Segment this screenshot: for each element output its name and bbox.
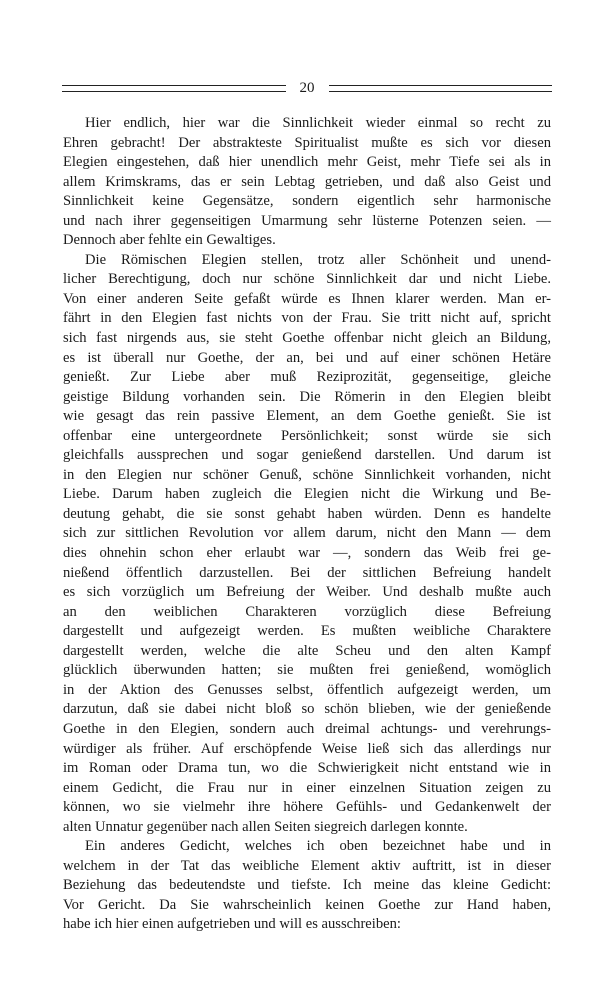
header-rule-right xyxy=(329,85,553,92)
text-line: Elegien eingestehen, daß hier unendlich mehr Geist, mehr Tiefe sei als in xyxy=(63,154,551,171)
text-line: im Roman oder Drama tun, wo die Schwierigkeit nicht entstand wie in xyxy=(63,760,551,777)
text-line: Goethe in den Elegien, sondern auch dreimal achtungs- und verehrungs- xyxy=(63,720,551,737)
text-line: in den Elegien nur schöner Genuß, schöne Sinnlichkeit vorhanden, nicht xyxy=(63,466,551,483)
text-line: alten Unnatur gegenüber nach allen Seiten siegreich darlegen konnte. xyxy=(63,818,468,835)
text-line: Dennoch aber fehlte ein Gewaltiges. xyxy=(63,232,276,249)
text-line: darzutun, daß sie dabei nicht bloß so schön blieben, wie der genießende xyxy=(63,701,551,718)
text-line: welchem in der Tat das weibliche Element aktiv auftritt, ist in dieser xyxy=(63,857,551,874)
page-number: 20 xyxy=(299,80,315,96)
text-line: deutung gehabt, die sie sonst gehabt haben würden. Denn es handelte xyxy=(63,505,551,522)
text-line: dies ohnehin schon eher erlaubt war —, sondern das Weib frei ge- xyxy=(63,545,551,562)
text-line: sich fast nirgends aus, sie steht Goethe offenbar nicht gleich an Bildung, xyxy=(63,330,551,347)
text-line: licher Berechtigung, doch nur schöne Sinnlichkeit dar und nicht Liebe. xyxy=(63,271,551,288)
header-rule-left xyxy=(62,85,286,92)
text-line: nießend öffentlich darzustellen. Bei der sittlichen Befreiung handelt xyxy=(63,564,551,581)
text-line: Von einer anderen Seite gefaßt würde es Ihnen klarer werden. Man er- xyxy=(63,290,551,307)
text-line: dargestellt werden, welche die alte Scheu und den alten Kampf xyxy=(63,642,551,659)
text-line: gleichfalls aussprechen und sogar genießend darstellen. Und darum ist xyxy=(63,447,551,464)
text-line: genießt. Zur Liebe aber muß Reziprozität, gegenseitige, gleiche xyxy=(63,369,551,386)
text-line: dargestellt und aufgezeigt werden. Es mußten weibliche Charaktere xyxy=(63,623,551,640)
text-line: allem Krimskrams, das er sein Lebtag getrieben, und daß also Geist und xyxy=(63,173,551,190)
text-line: wie gesagt das rein passive Element, an dem Goethe genießt. Sie ist xyxy=(63,408,551,425)
text-line: offenbar eine untergeordnete Persönlichkeit; sonst würde sie sich xyxy=(63,427,551,444)
text-line: es sich vorzüglich um Befreiung der Weiber. Und deshalb mußte auch xyxy=(63,584,551,601)
text-line: Ehren gebracht! Der abstrakteste Spiritualist mußte es sich vor diesen xyxy=(63,134,551,151)
text-line: einem Gedicht, die Frau nur in einer einzelnen Situation zeigen zu xyxy=(63,779,551,796)
text-line: Beziehung das bedeutendste und tiefste. Ich meine das kleine Gedicht: xyxy=(63,877,551,894)
text-line: Liebe. Darum haben zugleich die Elegien nicht die Wirkung und Be- xyxy=(63,486,551,503)
text-line: sich zur sittlichen Revolution vor allem darum, nicht den Mann — dem xyxy=(63,525,551,542)
text-line: Vor Gericht. Da Sie wahrscheinlich keinen Goethe zur Hand haben, xyxy=(63,896,551,913)
text-line: würdiger als früher. Auf erschöpfende Weise ließ sich das allerdings nur xyxy=(63,740,551,757)
text-line: und nach ihrer gegenseitigen Umarmung sehr lüsterne Potenzen seien. — xyxy=(63,212,551,229)
body-text xyxy=(63,114,551,935)
text-line: Ein anderes Gedicht, welches ich oben bezeichnet habe und in xyxy=(85,838,551,855)
text-line: in der Aktion des Genusses selbst, öffentlich aufgezeigt werden, um xyxy=(63,681,551,698)
text-line: geistige Bildung vorhanden sein. Die Römerin in den Elegien bleibt xyxy=(63,388,551,405)
running-header xyxy=(62,78,552,98)
text-line: können, wo sie vielmehr ihre höhere Gefühls- und Gedankenwelt der xyxy=(63,799,551,816)
text-line: glücklich überwunden hatten; sie mußten frei genießend, womöglich xyxy=(63,662,551,679)
text-line: fährt in den Elegien fast nichts von der Frau. Sie tritt nicht auf, spricht xyxy=(63,310,551,327)
text-line: Sinnlichkeit keine Gegensätze, sondern eigentlich sehr harmonische xyxy=(63,193,551,210)
text-line: an den weiblichen Charakteren vorzüglich diese Befreiung xyxy=(63,603,551,620)
text-line: habe ich hier einen aufgetrieben und will es ausschreiben: xyxy=(63,916,401,933)
text-line: es ist überall nur Goethe, der an, bei und auf einer schönen Hetäre xyxy=(63,349,551,366)
text-line: Hier endlich, hier war die Sinnlichkeit wieder einmal so recht zu xyxy=(85,115,551,131)
text-line: Die Römischen Elegien stellen, trotz aller Schönheit und unend- xyxy=(85,251,551,268)
